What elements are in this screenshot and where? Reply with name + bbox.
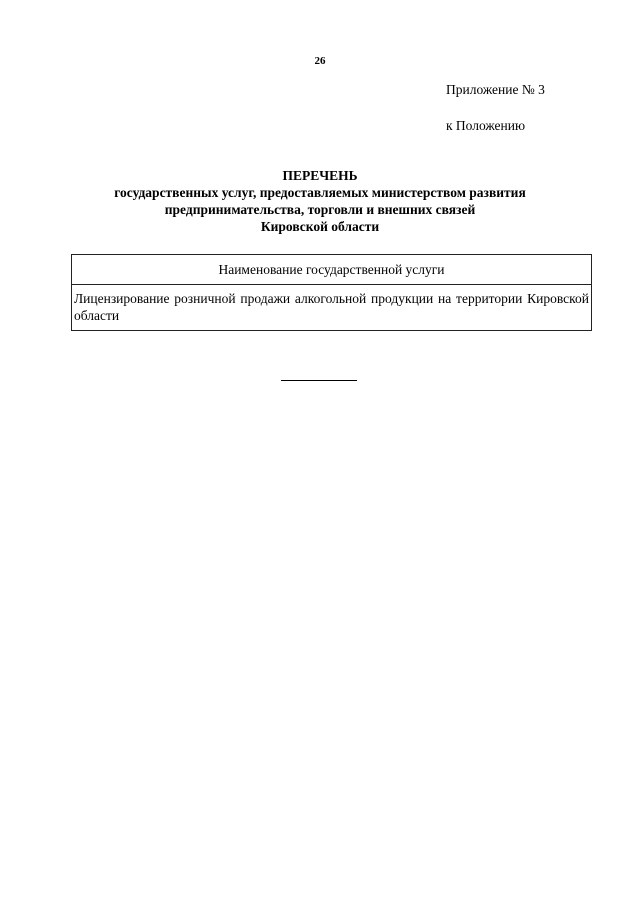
services-table <box>71 254 592 331</box>
table-row <box>72 285 592 331</box>
document-title <box>0 167 640 235</box>
end-separator-line <box>281 380 357 381</box>
table-header-row <box>72 255 592 285</box>
column-header-service-name: Наименование государственной услуги <box>72 255 592 285</box>
service-name-cell: Лицензирование розничной продажи алкогольной продукции на территории Кировской области <box>72 285 592 331</box>
title-line-1: государственных услуг, предоставляемых министерством развития <box>114 185 526 200</box>
page-number: 26 <box>314 55 326 67</box>
title-line-2: предпринимательства, торговли и внешних связей <box>164 202 476 217</box>
appendix-label: Приложение № 3 <box>446 82 545 97</box>
title-line-3: Кировской области <box>260 219 380 234</box>
title-heading: ПЕРЕЧЕНЬ <box>282 168 358 183</box>
appendix-reference: к Положению <box>446 118 526 133</box>
